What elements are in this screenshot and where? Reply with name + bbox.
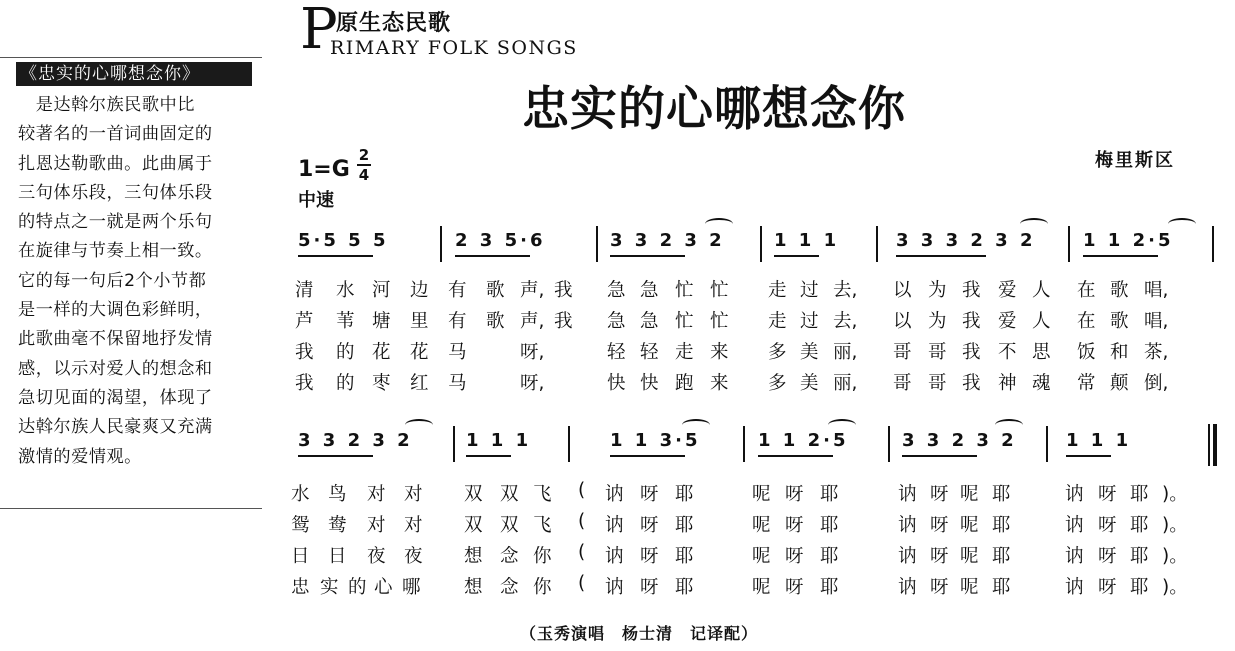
lyric-char: 日	[328, 546, 347, 567]
time-signature	[357, 147, 371, 183]
sidebar-description	[18, 91, 258, 472]
lyric-char: 呢	[960, 484, 979, 505]
lyric-char: 呢	[960, 546, 979, 567]
measure-notes: 1 1 1	[774, 230, 840, 251]
lyric-char: 急	[640, 311, 659, 332]
beam-line	[758, 455, 833, 457]
lyric-char: 讷	[605, 577, 624, 598]
sidebar-line: 三句体乐段，三句体乐段	[18, 182, 213, 203]
logo-letter: P	[300, 0, 338, 62]
lyric-char: 我	[554, 280, 573, 301]
sidebar-line: 在旋律与节奏上相一致。	[18, 241, 213, 262]
sidebar-line: 达斡尔族人民豪爽又充满	[18, 417, 213, 438]
lyric-char: (	[578, 542, 586, 563]
lyric-char: (	[578, 573, 586, 594]
beam-line	[298, 455, 373, 457]
lyric-char: 呀	[640, 484, 659, 505]
sidebar-line: 此歌曲毫不保留地抒发情	[18, 329, 213, 350]
lyric-char: 呀,	[520, 373, 545, 394]
bar-line	[876, 226, 878, 262]
beam-line	[1066, 455, 1111, 457]
beam-line	[466, 455, 511, 457]
lyric-char: 急	[607, 280, 626, 301]
lyric-char: 呢	[752, 577, 771, 598]
lyric-char: 的	[348, 577, 367, 598]
lyric-char: 呀	[785, 577, 804, 598]
bar-line	[743, 426, 745, 462]
lyric-char: 在	[1077, 280, 1096, 301]
lyric-char: 爱	[998, 311, 1017, 332]
lyric-char: 水	[291, 484, 310, 505]
lyric-char: 为	[928, 280, 947, 301]
lyric-char: 耶	[992, 546, 1011, 567]
lyric-char: 耶	[820, 484, 839, 505]
lyric-char: 耶	[1130, 546, 1149, 567]
sidebar-title: 《忠实的心哪想念你》	[16, 62, 252, 86]
lyric-char: 过	[800, 311, 819, 332]
lyric-char: 忙	[675, 280, 694, 301]
beam-line	[298, 255, 373, 257]
lyric-char: 魂	[1032, 373, 1051, 394]
lyric-char: 多	[768, 342, 787, 363]
lyric-char: 实	[320, 577, 339, 598]
lyric-char: 快	[607, 373, 626, 394]
lyric-char: 我	[295, 373, 314, 394]
lyric-char: 飞	[533, 515, 552, 536]
lyric-char: 耶	[675, 577, 694, 598]
lyric-char: )。	[1162, 484, 1188, 505]
lyric-char: 声,	[520, 311, 545, 332]
lyric-char: 的	[336, 373, 355, 394]
lyric-char: 我	[962, 280, 981, 301]
sidebar-line: 较著名的一首词曲固定的	[18, 124, 213, 145]
lyric-char: 多	[768, 373, 787, 394]
beam-line	[610, 455, 685, 457]
key-signature: 1=G	[298, 157, 350, 182]
lyric-char: 你	[533, 546, 552, 567]
lyric-char: 你	[533, 577, 552, 598]
section-name: 原生态民歌	[336, 11, 452, 36]
slur-mark	[1168, 218, 1196, 230]
time-sig-bottom: 4	[358, 166, 370, 184]
lyric-char: 双	[464, 515, 483, 536]
lyric-char: 耶	[992, 515, 1011, 536]
lyric-char: 爱	[998, 280, 1017, 301]
region-label: 梅里斯区	[1095, 150, 1175, 171]
lyric-char: 清	[295, 280, 314, 301]
lyric-char: 讷	[898, 515, 917, 536]
final-bar-thick	[1213, 424, 1217, 466]
time-sig-top: 2	[358, 146, 370, 164]
lyric-char: 歌	[486, 280, 505, 301]
lyric-char: 的	[336, 342, 355, 363]
lyric-char: 耶	[1130, 484, 1149, 505]
lyric-char: 哪	[402, 577, 421, 598]
lyric-char: 心	[374, 577, 393, 598]
lyric-char: 夜	[404, 546, 423, 567]
tempo-marking: 中速	[298, 190, 334, 211]
lyric-char: 讷	[605, 515, 624, 536]
measure-notes: 3 3 3 2 3 2	[896, 230, 1036, 251]
lyric-char: 呢	[752, 546, 771, 567]
lyric-char: 以	[893, 280, 912, 301]
lyric-char: 鸳	[291, 515, 310, 536]
lyric-char: 耶	[675, 546, 694, 567]
beam-line	[774, 255, 819, 257]
lyric-char: 花	[372, 342, 391, 363]
lyric-char: 声,	[520, 280, 545, 301]
lyric-char: 呀	[640, 577, 659, 598]
section-name-english: RIMARY FOLK SONGS	[330, 37, 578, 59]
lyric-char: 呀	[1098, 546, 1117, 567]
lyric-char: 茶,	[1144, 342, 1169, 363]
lyric-char: 讷	[898, 546, 917, 567]
lyric-char: 呀	[640, 515, 659, 536]
lyric-char: 我	[554, 311, 573, 332]
sidebar-line: 激情的爱情观。	[18, 446, 142, 467]
lyric-char: 耶	[675, 515, 694, 536]
slur-mark	[705, 218, 733, 230]
lyric-char: 来	[710, 373, 729, 394]
lyric-char: 枣	[372, 373, 391, 394]
lyric-char: 念	[500, 546, 519, 567]
lyric-char: 呀	[1098, 484, 1117, 505]
measure-notes: 1 1 2·5	[758, 430, 849, 451]
lyric-char: 对	[404, 484, 423, 505]
measure-notes: 1 1 1	[466, 430, 532, 451]
lyric-char: 颠	[1110, 373, 1129, 394]
sidebar-line: 扎恩达勒歌曲。此曲属于	[18, 153, 213, 174]
lyric-char: 以	[893, 311, 912, 332]
lyric-char: 走	[675, 342, 694, 363]
lyric-char: 耶	[1130, 577, 1149, 598]
lyric-char: 对	[367, 484, 386, 505]
sidebar-top-rule	[0, 57, 262, 58]
lyric-char: 讷	[1065, 546, 1084, 567]
lyric-char: 耶	[820, 515, 839, 536]
lyric-char: 走	[768, 311, 787, 332]
lyric-char: 耶	[675, 484, 694, 505]
lyric-char: 不	[998, 342, 1017, 363]
lyric-char: 急	[640, 280, 659, 301]
final-bar-thin	[1208, 424, 1210, 466]
lyric-char: 讷	[1065, 577, 1084, 598]
lyric-char: 常	[1077, 373, 1096, 394]
beam-line	[455, 255, 530, 257]
performer-credit: （玉秀演唱 杨士清 记译配）	[520, 624, 759, 643]
bar-line	[440, 226, 442, 262]
lyric-char: 塘	[372, 311, 391, 332]
lyric-char: 忙	[710, 311, 729, 332]
lyric-char: 呀	[930, 546, 949, 567]
lyric-char: 忠	[291, 577, 310, 598]
lyric-char: 快	[640, 373, 659, 394]
lyric-char: 耶	[992, 484, 1011, 505]
lyric-char: 唱,	[1144, 280, 1169, 301]
lyric-char: 人	[1032, 280, 1051, 301]
lyric-char: 有	[448, 311, 467, 332]
lyric-char: 有	[448, 280, 467, 301]
sidebar-line: 它的每一句后2个小节都	[18, 270, 207, 291]
lyric-char: 双	[500, 515, 519, 536]
lyric-char: 讷	[605, 484, 624, 505]
lyric-char: 在	[1077, 311, 1096, 332]
measure-notes: 2 3 5·6	[455, 230, 546, 251]
lyric-char: 呀	[1098, 515, 1117, 536]
lyric-char: 想	[464, 577, 483, 598]
lyric-char: 呀	[930, 515, 949, 536]
lyric-char: )。	[1162, 546, 1188, 567]
lyric-char: 美	[800, 373, 819, 394]
lyric-char: 讷	[898, 577, 917, 598]
bar-line	[1068, 226, 1070, 262]
slur-mark	[1020, 218, 1048, 230]
lyric-char: 我	[295, 342, 314, 363]
sidebar-line: 感，以示对爱人的想念和	[18, 358, 213, 379]
lyric-char: 鸯	[328, 515, 347, 536]
lyric-char: 呀	[1098, 577, 1117, 598]
lyric-char: 来	[710, 342, 729, 363]
bar-line	[888, 426, 890, 462]
lyric-char: 呀	[785, 546, 804, 567]
lyric-char: 呢	[752, 484, 771, 505]
bar-line	[453, 426, 455, 462]
lyric-char: 对	[367, 515, 386, 536]
lyric-char: 倒,	[1144, 373, 1169, 394]
lyric-char: 耶	[1130, 515, 1149, 536]
lyric-char: )。	[1162, 577, 1188, 598]
lyric-char: 美	[800, 342, 819, 363]
lyric-char: 芦	[295, 311, 314, 332]
lyric-char: 想	[464, 546, 483, 567]
lyric-char: 哥	[893, 373, 912, 394]
lyric-char: 对	[404, 515, 423, 536]
lyric-char: 丽,	[833, 342, 858, 363]
lyric-char: 丽,	[833, 373, 858, 394]
lyric-char: 水	[336, 280, 355, 301]
lyric-char: 里	[410, 311, 429, 332]
lyric-char: 忙	[675, 311, 694, 332]
lyric-char: 我	[962, 311, 981, 332]
lyric-char: 飞	[533, 484, 552, 505]
lyric-char: 过	[800, 280, 819, 301]
bar-line	[1046, 426, 1048, 462]
lyric-char: 和	[1110, 342, 1129, 363]
lyric-char: 呀	[930, 577, 949, 598]
lyric-char: 去,	[833, 280, 858, 301]
lyric-char: 哥	[928, 342, 947, 363]
beam-line	[610, 255, 685, 257]
lyric-char: (	[578, 480, 586, 501]
lyric-char: 讷	[605, 546, 624, 567]
lyric-char: 红	[410, 373, 429, 394]
lyric-char: 轻	[640, 342, 659, 363]
lyric-char: )。	[1162, 515, 1188, 536]
lyric-char: 歌	[486, 311, 505, 332]
measure-notes: 3 3 2 3 2	[610, 230, 725, 251]
measure-notes: 3 3 2 3 2	[298, 430, 413, 451]
lyric-char: 耶	[820, 546, 839, 567]
lyric-char: 歌	[1110, 311, 1129, 332]
lyric-char: 思	[1032, 342, 1051, 363]
lyric-char: 呀,	[520, 342, 545, 363]
lyric-char: 饭	[1077, 342, 1096, 363]
measure-notes: 5·5 5 5	[298, 230, 389, 251]
lyric-char: 呢	[960, 577, 979, 598]
lyric-char: 双	[464, 484, 483, 505]
lyric-char: 忙	[710, 280, 729, 301]
lyric-char: 耶	[820, 577, 839, 598]
lyric-char: 双	[500, 484, 519, 505]
measure-notes: 3 3 2 3 2	[902, 430, 1017, 451]
lyric-char: 唱,	[1144, 311, 1169, 332]
lyric-char: 为	[928, 311, 947, 332]
sidebar-line: 的特点之一就是两个乐句	[18, 212, 213, 233]
lyric-char: 讷	[1065, 484, 1084, 505]
lyric-char: 讷	[898, 484, 917, 505]
lyric-char: 跑	[675, 373, 694, 394]
lyric-char: 我	[962, 373, 981, 394]
measure-notes: 1 1 3·5	[610, 430, 701, 451]
lyric-char: 呀	[930, 484, 949, 505]
lyric-char: 急	[607, 311, 626, 332]
lyric-char: 耶	[992, 577, 1011, 598]
lyric-char: 念	[500, 577, 519, 598]
lyric-char: 呢	[960, 515, 979, 536]
lyric-char: 歌	[1110, 280, 1129, 301]
bar-line	[596, 226, 598, 262]
lyric-char: 马	[448, 373, 467, 394]
lyric-char: 河	[372, 280, 391, 301]
bar-line	[760, 226, 762, 262]
lyric-char: 哥	[928, 373, 947, 394]
measure-notes: 1 1 1	[1066, 430, 1132, 451]
lyric-char: 夜	[367, 546, 386, 567]
measure-notes: 1 1 2·5	[1083, 230, 1174, 251]
lyric-char: 呀	[785, 515, 804, 536]
bar-line	[568, 426, 570, 462]
lyric-char: 去,	[833, 311, 858, 332]
lyric-char: (	[578, 511, 586, 532]
beam-line	[902, 455, 977, 457]
lyric-char: 鸟	[328, 484, 347, 505]
lyric-char: 苇	[336, 311, 355, 332]
lyric-char: 日	[291, 546, 310, 567]
lyric-char: 神	[998, 373, 1017, 394]
lyric-char: 呀	[785, 484, 804, 505]
lyric-char: 马	[448, 342, 467, 363]
lyric-char: 哥	[893, 342, 912, 363]
lyric-char: 我	[962, 342, 981, 363]
lyric-char: 花	[410, 342, 429, 363]
sidebar-bottom-rule	[0, 508, 262, 509]
sidebar-line: 是一样的大调色彩鲜明，	[18, 300, 213, 321]
sidebar-line: 急切见面的渴望，体现了	[18, 387, 213, 408]
lyric-char: 走	[768, 280, 787, 301]
lyric-char: 人	[1032, 311, 1051, 332]
lyric-char: 呢	[752, 515, 771, 536]
lyric-char: 边	[410, 280, 429, 301]
sidebar-line: 是达斡尔族民歌中比	[18, 95, 195, 115]
song-title: 忠实的心哪想念你	[522, 82, 906, 137]
bar-line	[1212, 226, 1214, 262]
beam-line	[1083, 255, 1158, 257]
beam-line	[896, 255, 986, 257]
lyric-char: 讷	[1065, 515, 1084, 536]
lyric-char: 呀	[640, 546, 659, 567]
lyric-char: 轻	[607, 342, 626, 363]
